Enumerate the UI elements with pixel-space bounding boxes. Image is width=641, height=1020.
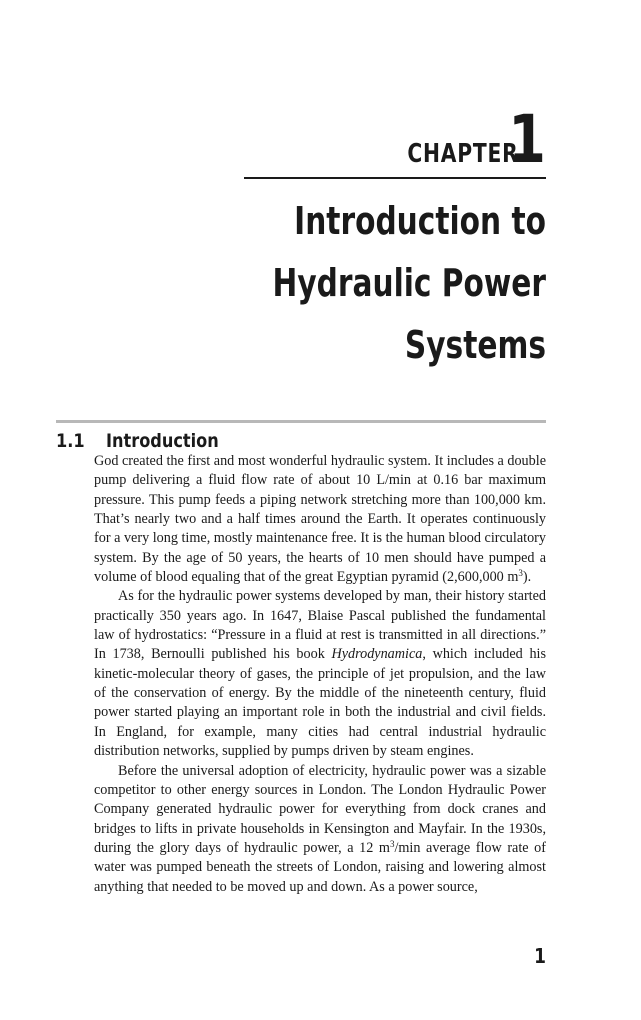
chapter-title-line: Introduction to [294,199,546,243]
section-title: Introduction [106,430,219,452]
chapter-title-line: Systems [404,323,546,367]
chapter-heading [376,101,546,178]
chapter-title-line: Hydraulic Power [272,261,546,305]
section-divider [56,420,546,423]
body-text [94,452,546,897]
chapter-divider [244,177,546,179]
paragraph: God created the first and most wonderful hydraulic system. It includes a double pump delivering a fluid flow rate of about 10 L/min at 0.16 bar maximum pressure. This pump feeds a piping network stretching more than 100,000 km. That’s nearly two and a half times around the Earth. It operates continuously for a very long time, mostly maintenance free. It is the human blood circulatory system. By the age of 50 years, the hearts of 10 men should have pumped a volume of blood equaling that of the great Egyptian pyramid (2,600,000 $m^3$). [94,453,546,586]
paragraph: As for the hydraulic power systems developed by man, their history started practically 350 years ago. In 1647, Blaise Pascal published the fundamental law of hydrostatics: “Pressure in a fluid at rest is transmitted in all directions.” In 1738, Bernoulli published his book Hydrodynamica, which included his kinetic-molecular theory of gases, the principle of jet propulsion, and the law of the conservation of energy. By the middle of the nineteenth century, fluid power started playing an important role in both the industrial and civil fields. In England, for example, many cities had central industrial hydraulic distribution networks, supplied by pumps driven by steam engines. [94,588,546,760]
section-number: 1.1 [56,430,85,452]
chapter-title [218,190,546,376]
chapter-label: CHAPTER [406,139,519,169]
book-title: Hydrodynamica [331,646,423,663]
paragraph: Before the universal adoption of electricity, hydraulic power was a sizable competitor to other energy sources in London. The London Hydraulic Power Company generated hydraulic power for everything from dock cranes and bridges to lifts in private households in Kensington and Mayfair. In the 1930s, during the glory days of hydraulic power, a 12 $m^3/\min$ average flow rate of water was pumped beneath the streets of London, raising and lowering almost anything that needed to be moved up and down. As a power source, [94,762,546,895]
chapter-number: 1 [508,101,546,178]
section-heading [56,428,546,454]
page-number: 1 [534,944,546,968]
